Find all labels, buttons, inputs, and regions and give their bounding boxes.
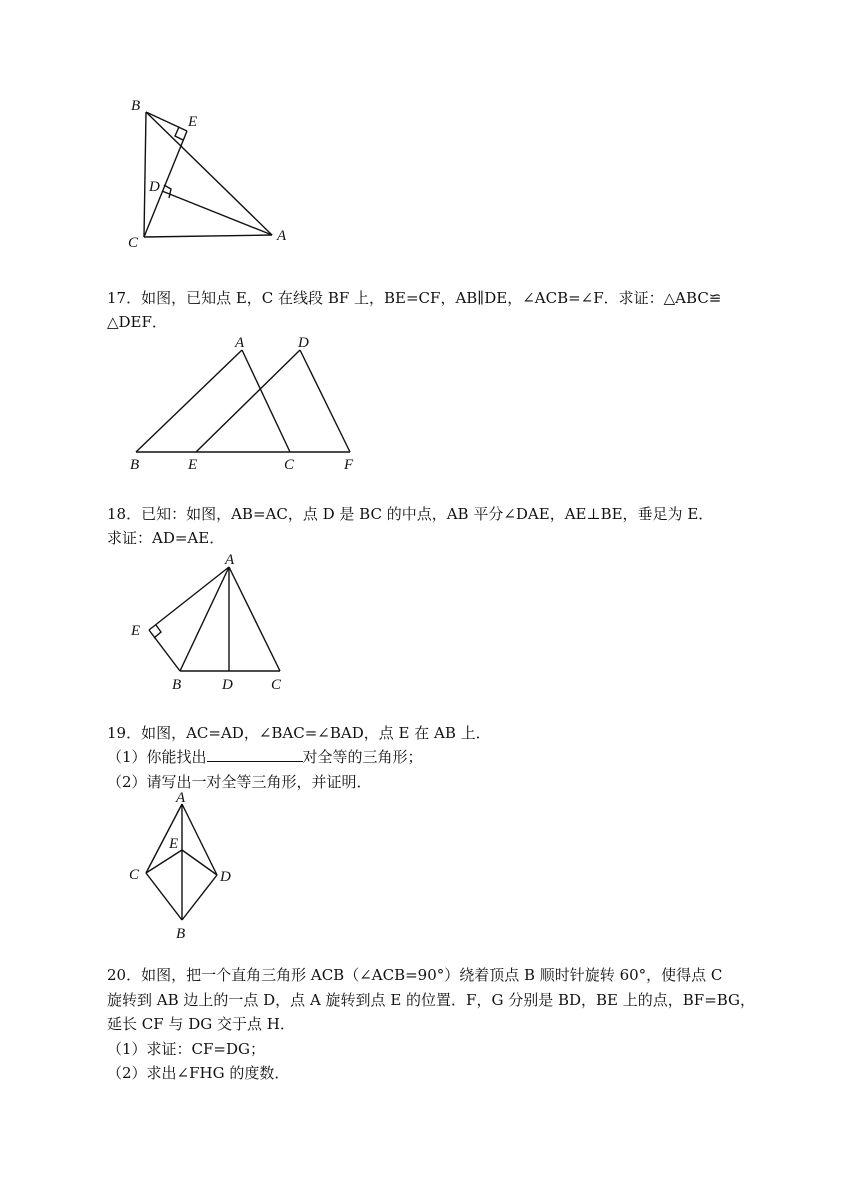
figure-18	[125, 552, 295, 692]
figure-19	[125, 790, 245, 945]
segment-ca	[144, 235, 272, 237]
problem-20-line-5: （2）求出∠FHG 的度数．	[107, 1064, 290, 1082]
segment-ac	[242, 350, 290, 452]
problem-17-line-2: △DEF．	[107, 313, 167, 331]
problem-19-line-2	[107, 746, 423, 768]
label-c: C	[128, 235, 139, 251]
problem-20-line-4: （1）求证：CF=DG；	[107, 1040, 266, 1058]
segment-eb	[149, 630, 180, 671]
label-b: B	[130, 457, 140, 473]
segment-df	[300, 350, 350, 452]
label-e: E	[188, 114, 198, 130]
label-d: D	[149, 179, 160, 195]
problem-20-line-1: 20．如图，把一个直角三角形 ACB（∠ACB=90°）绕着顶点 B 顺时针旋转 60°，使得点 C	[107, 966, 723, 984]
problem-19-part-1-before: （1）你能找出	[107, 748, 207, 766]
label-e: E	[169, 836, 179, 852]
problem-20-line-3: 延长 CF 与 DG 交于点 H．	[107, 1015, 295, 1033]
label-a: A	[235, 335, 245, 351]
label-a: A	[225, 552, 235, 568]
label-c: C	[284, 457, 295, 473]
label-b: B	[131, 98, 141, 114]
segment-ad	[182, 804, 217, 875]
problem-19-line-3: （2）请写出一对全等三角形，并证明．	[107, 773, 372, 791]
problem-20-line-2: 旋转到 AB 边上的一点 D，点 A 旋转到点 E 的位置．F，G 分别是 BD，BE 上的点，BF=BG，	[107, 991, 756, 1009]
segment-ba	[146, 112, 272, 235]
segment-ad	[162, 191, 272, 235]
segment-be	[146, 112, 187, 131]
figure-16	[125, 92, 305, 252]
label-a: A	[176, 790, 186, 806]
segment-de	[196, 350, 300, 452]
segment-ac	[229, 567, 280, 671]
problem-19-line-1: 19．如图，AC=AD，∠BAC=∠BAD，点 E 在 AB 上．	[107, 724, 491, 742]
answer-blank[interactable]	[207, 747, 303, 762]
label-c: C	[271, 677, 282, 693]
segment-db	[182, 875, 217, 920]
label-d: D	[298, 335, 309, 351]
label-b: B	[172, 677, 182, 693]
label-f: F	[344, 457, 354, 473]
segment-cb	[146, 873, 182, 920]
segment-bc	[144, 112, 146, 237]
label-c: C	[129, 867, 140, 883]
problem-18-line-1: 18．已知：如图，AB=AC，点 D 是 BC 的中点，AB 平分∠DAE，AE⊥BE，垂足为 E．	[107, 505, 714, 523]
problem-18-line-2: 求证：AD=AE．	[107, 529, 225, 547]
problem-17-line-1: 17．如图，已知点 E，C 在线段 BF 上，BE=CF，AB∥DE，∠ACB=∠F．求证：△ABC≌	[107, 289, 722, 307]
label-d: D	[220, 869, 231, 885]
segment-ab	[180, 567, 229, 671]
segment-ae	[149, 567, 229, 630]
label-b: B	[176, 926, 186, 942]
label-e: E	[131, 623, 141, 639]
segment-de	[182, 850, 217, 875]
label-a: A	[277, 228, 287, 244]
problem-19-part-1-after: 对全等的三角形；	[302, 748, 423, 766]
right-angle-mark-e	[154, 625, 161, 638]
figure-17	[120, 332, 370, 472]
label-d: D	[222, 677, 233, 693]
label-e: E	[188, 457, 198, 473]
segment-ab	[136, 350, 242, 452]
